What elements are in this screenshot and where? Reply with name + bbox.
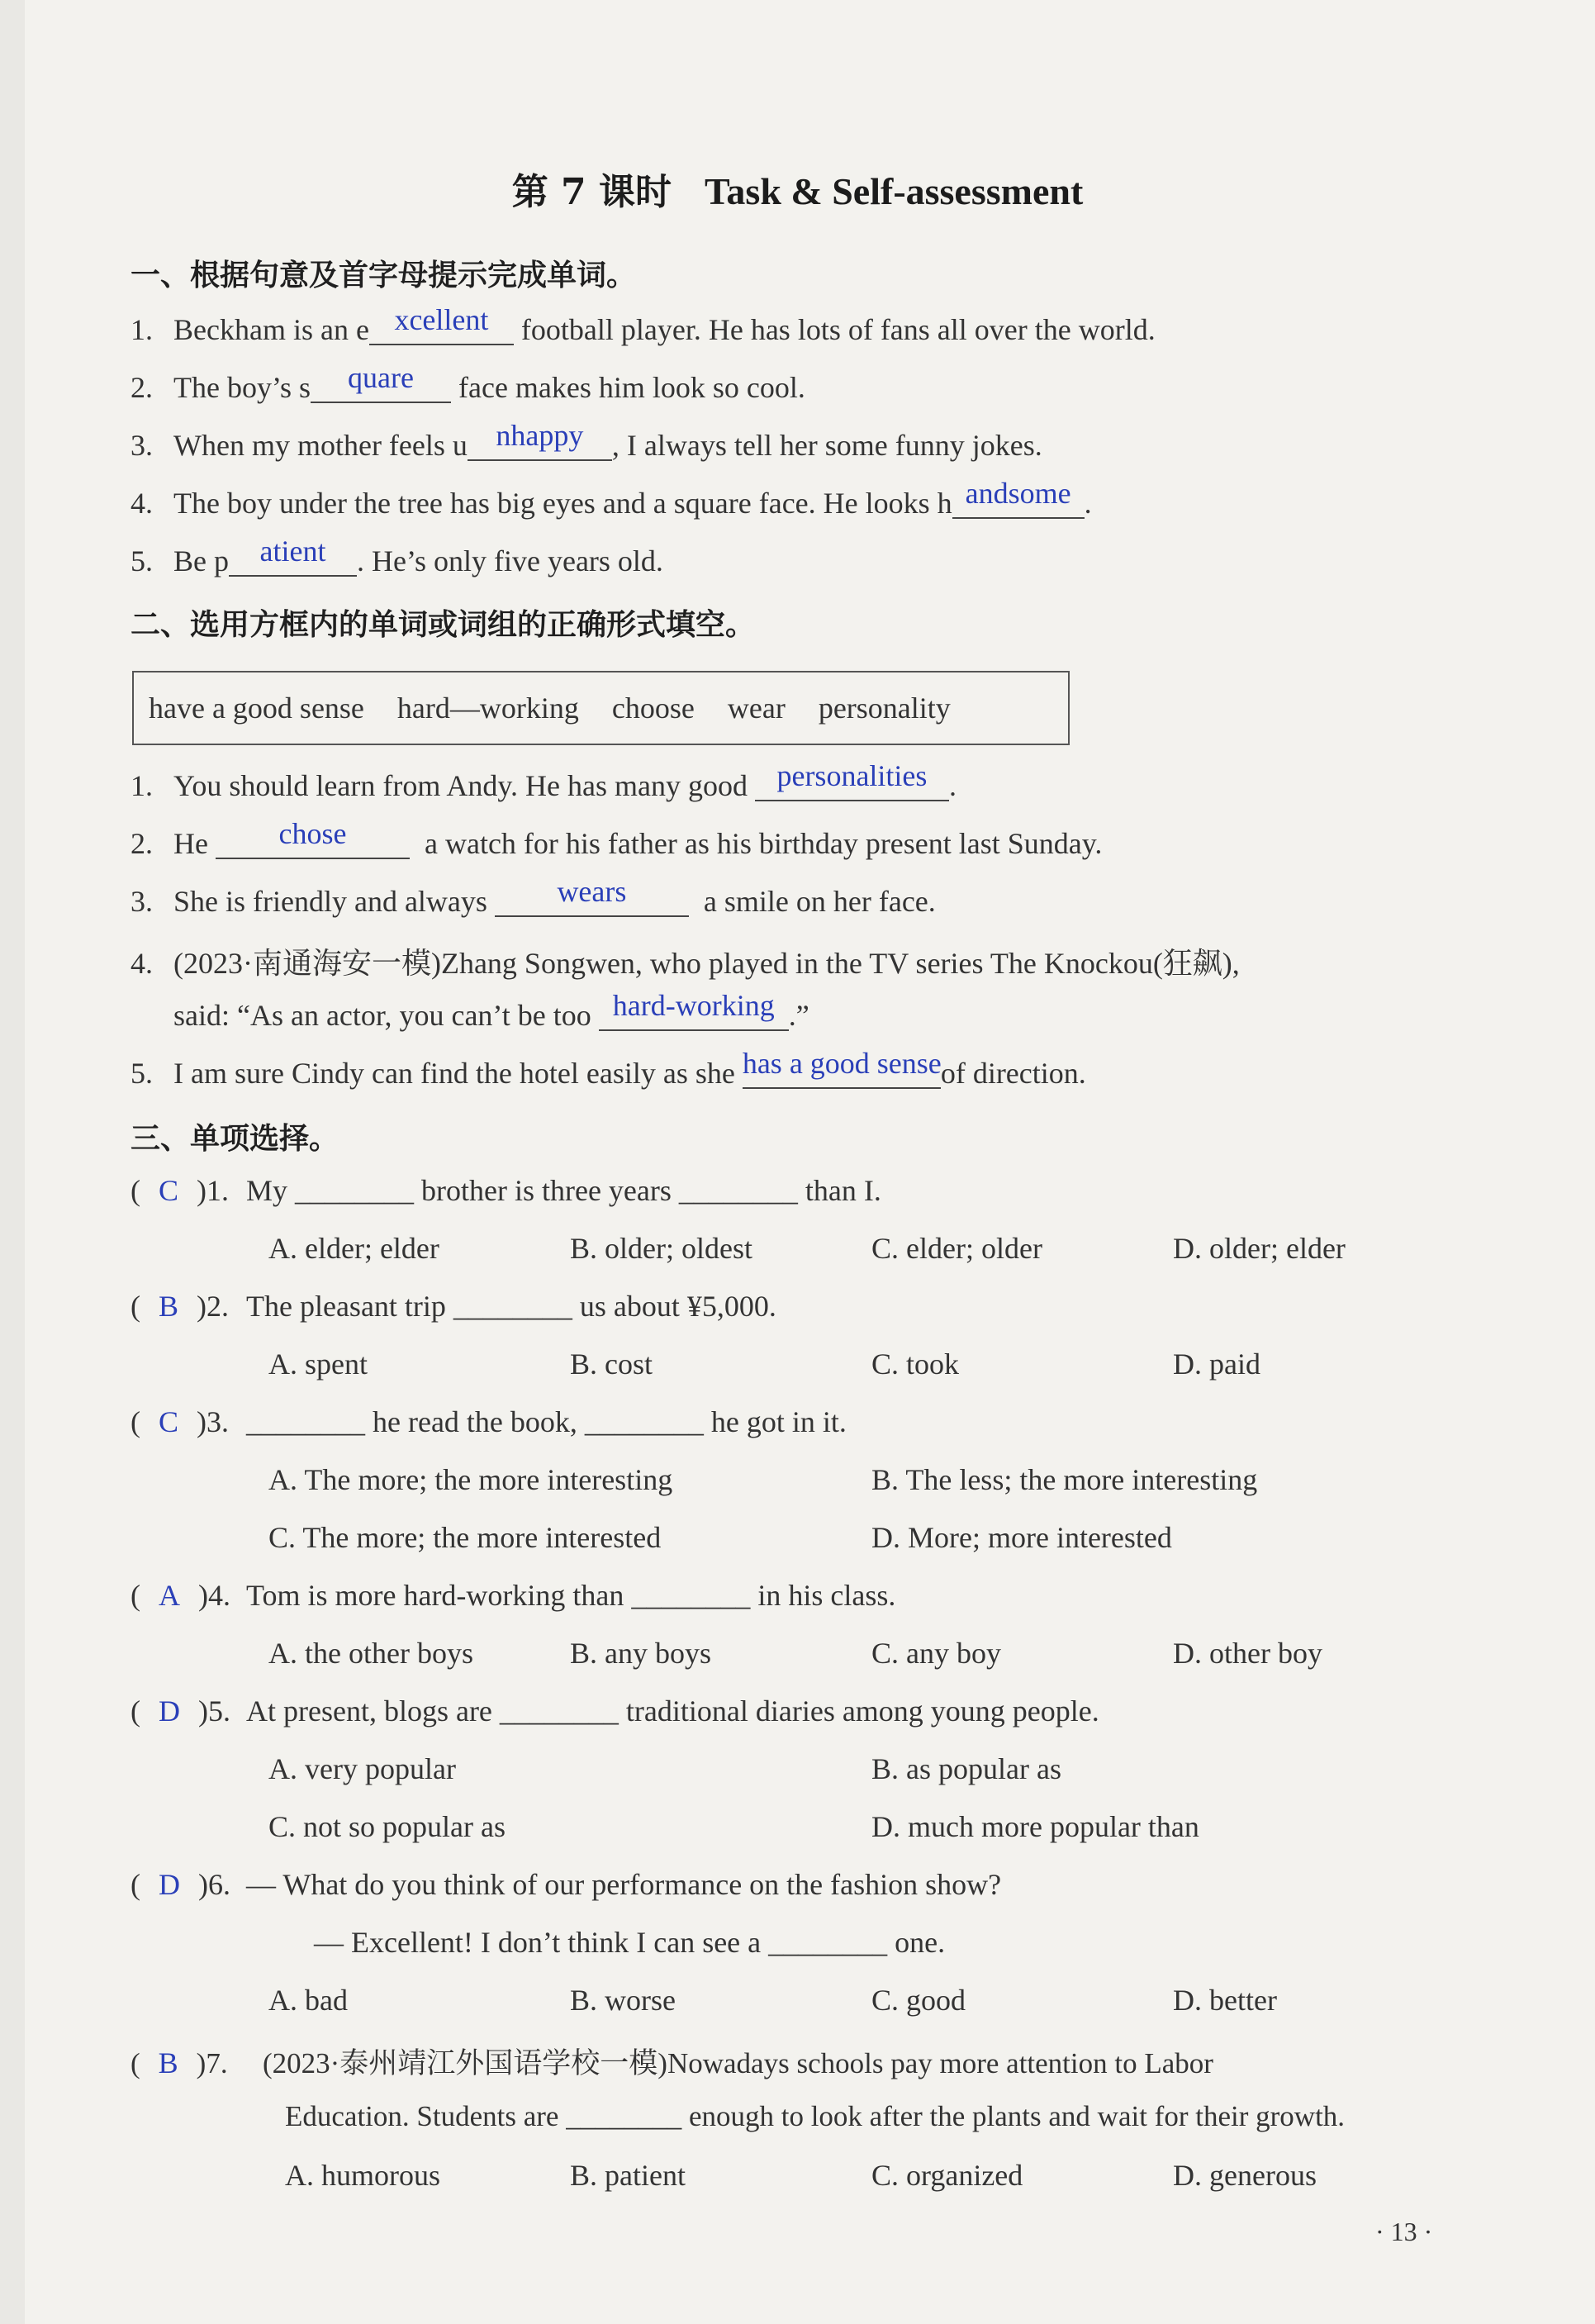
answer-blank: wears — [495, 884, 689, 917]
s1-item-2: 2. The boy’s s quare face makes him look so cool. — [131, 361, 805, 404]
answer-blank: andsome — [952, 486, 1085, 519]
option: D. More; more interested — [871, 1521, 1172, 1554]
mc-answer: B — [158, 2046, 178, 2079]
option: D. paid — [1173, 1347, 1260, 1381]
mc-answer: A — [159, 1579, 180, 1612]
mc-question-7: ( B )7. (2023·泰州靖江外国语学校一模)Nowadays schools pay more attention to Labor — [131, 2046, 1213, 2079]
s2-item-5: 5. I am sure Cindy can find the hotel easily as she has a good senseof direction. — [131, 1047, 1086, 1090]
option: A. spent — [268, 1347, 368, 1381]
option: C. any boy — [871, 1637, 1001, 1670]
s1-item-5: 5. Be p atient . He’s only five years old. — [131, 535, 663, 577]
option: B. older; oldest — [570, 1232, 752, 1265]
word-box-item: choose — [611, 691, 695, 725]
answer-blank: chose — [216, 826, 410, 859]
section2-heading: 二、选用方框内的单词或词组的正确形式填空。 — [131, 608, 756, 642]
mc-answer: D — [159, 1868, 180, 1901]
mc-question-6: ( D )6. — What do you think of our performance on the fashion show? — [131, 1868, 1002, 1901]
option: A. the other boys — [268, 1637, 473, 1670]
s2-item-3: 3. She is friendly and always wears a smile on her face. — [131, 875, 936, 918]
answer-blank: hard-working — [599, 998, 789, 1031]
mc-answer: D — [159, 1694, 180, 1728]
option: C. not so popular as — [268, 1810, 506, 1843]
word-box-item: wear — [727, 691, 786, 725]
option: C. took — [871, 1347, 960, 1381]
option: C. organized — [871, 2159, 1023, 2192]
section3-heading: 三、单项选择。 — [131, 1122, 339, 1156]
option: D. much more popular than — [871, 1810, 1199, 1843]
option: D. older; elder — [1173, 1232, 1346, 1265]
option: B. patient — [570, 2159, 686, 2192]
option: B. The less; the more interesting — [871, 1463, 1258, 1496]
s2-item-4: 4. (2023·南通海安一模)Zhang Songwen, who played in the TV series The Knockou(狂飙), — [131, 947, 1240, 980]
option: A. bad — [268, 1984, 348, 2017]
option: B. any boys — [570, 1637, 711, 1670]
s2-item-1: 1. You should learn from Andy. He has many good personalities . — [131, 759, 957, 802]
mc-question-7-cont: Education. Students are ________ enough to look after the plants and wait for their growth. — [285, 2100, 1346, 2132]
option: C. The more; the more interested — [268, 1521, 662, 1554]
mc-question-5: ( D )5. At present, blogs are ________ traditional diaries among young people. — [131, 1694, 1099, 1728]
answer-blank: has a good sense — [743, 1056, 941, 1089]
s1-item-1: 1. Beckham is an e xcellent football player. He has lots of fans all over the world. — [131, 303, 1156, 346]
option: A. very popular — [268, 1752, 456, 1785]
section1-heading: 一、根据句意及首字母提示完成单词。 — [131, 259, 637, 292]
lesson-title: Task & Self-assessment — [704, 170, 1084, 212]
answer-blank: atient — [229, 544, 357, 577]
mc-question-3: ( C )3. ________ he read the book, ________ he got in it. — [131, 1405, 847, 1438]
s1-item-4: 4. The boy under the tree has big eyes and a square face. He looks h andsome . — [131, 477, 1092, 520]
mc-question-1: ( C )1. My ________ brother is three years ________ than I. — [131, 1174, 881, 1207]
answer-blank: quare — [311, 370, 451, 403]
mc-answer: B — [159, 1290, 179, 1323]
s2-item-4-cont: said: “As an actor, you can’t be too hard-working .” — [173, 989, 809, 1032]
option: C. elder; older — [871, 1232, 1042, 1265]
page-title — [0, 162, 1595, 215]
option: A. humorous — [285, 2159, 440, 2192]
s2-item-2: 2. He chose a watch for his father as his birthday present last Sunday. — [131, 817, 1103, 860]
mc-question-4: ( A )4. Tom is more hard-working than ________ in his class. — [131, 1579, 896, 1612]
word-box-item: have a good sense — [149, 691, 364, 725]
answer-blank: personalities — [755, 768, 949, 801]
option: A. The more; the more interesting — [268, 1463, 673, 1496]
page-number: · 13 · — [1375, 2217, 1433, 2246]
option: B. as popular as — [871, 1752, 1061, 1785]
option: D. better — [1173, 1984, 1277, 2017]
lesson-number: 第 7 课时 — [511, 171, 672, 213]
word-box-item: hard—working — [396, 691, 579, 725]
option: D. generous — [1173, 2159, 1317, 2192]
page-shadow — [0, 0, 25, 2324]
word-box — [132, 671, 1070, 745]
option: B. cost — [570, 1347, 653, 1381]
answer-blank: xcellent — [369, 312, 514, 345]
mc-question-6-reply: — Excellent! I don’t think I can see a ________ one. — [314, 1926, 946, 1959]
word-box-item: personality — [818, 691, 951, 725]
option: C. good — [871, 1984, 966, 2017]
answer-blank: nhappy — [468, 428, 612, 461]
mc-answer: C — [159, 1405, 179, 1438]
option: B. worse — [570, 1984, 676, 2017]
option: A. elder; elder — [268, 1232, 439, 1265]
mc-answer: C — [159, 1174, 179, 1207]
mc-question-2: ( B )2. The pleasant trip ________ us about ¥5,000. — [131, 1290, 776, 1323]
s1-item-3: 3. When my mother feels u nhappy , I always tell her some funny jokes. — [131, 419, 1042, 462]
option: D. other boy — [1173, 1637, 1322, 1670]
